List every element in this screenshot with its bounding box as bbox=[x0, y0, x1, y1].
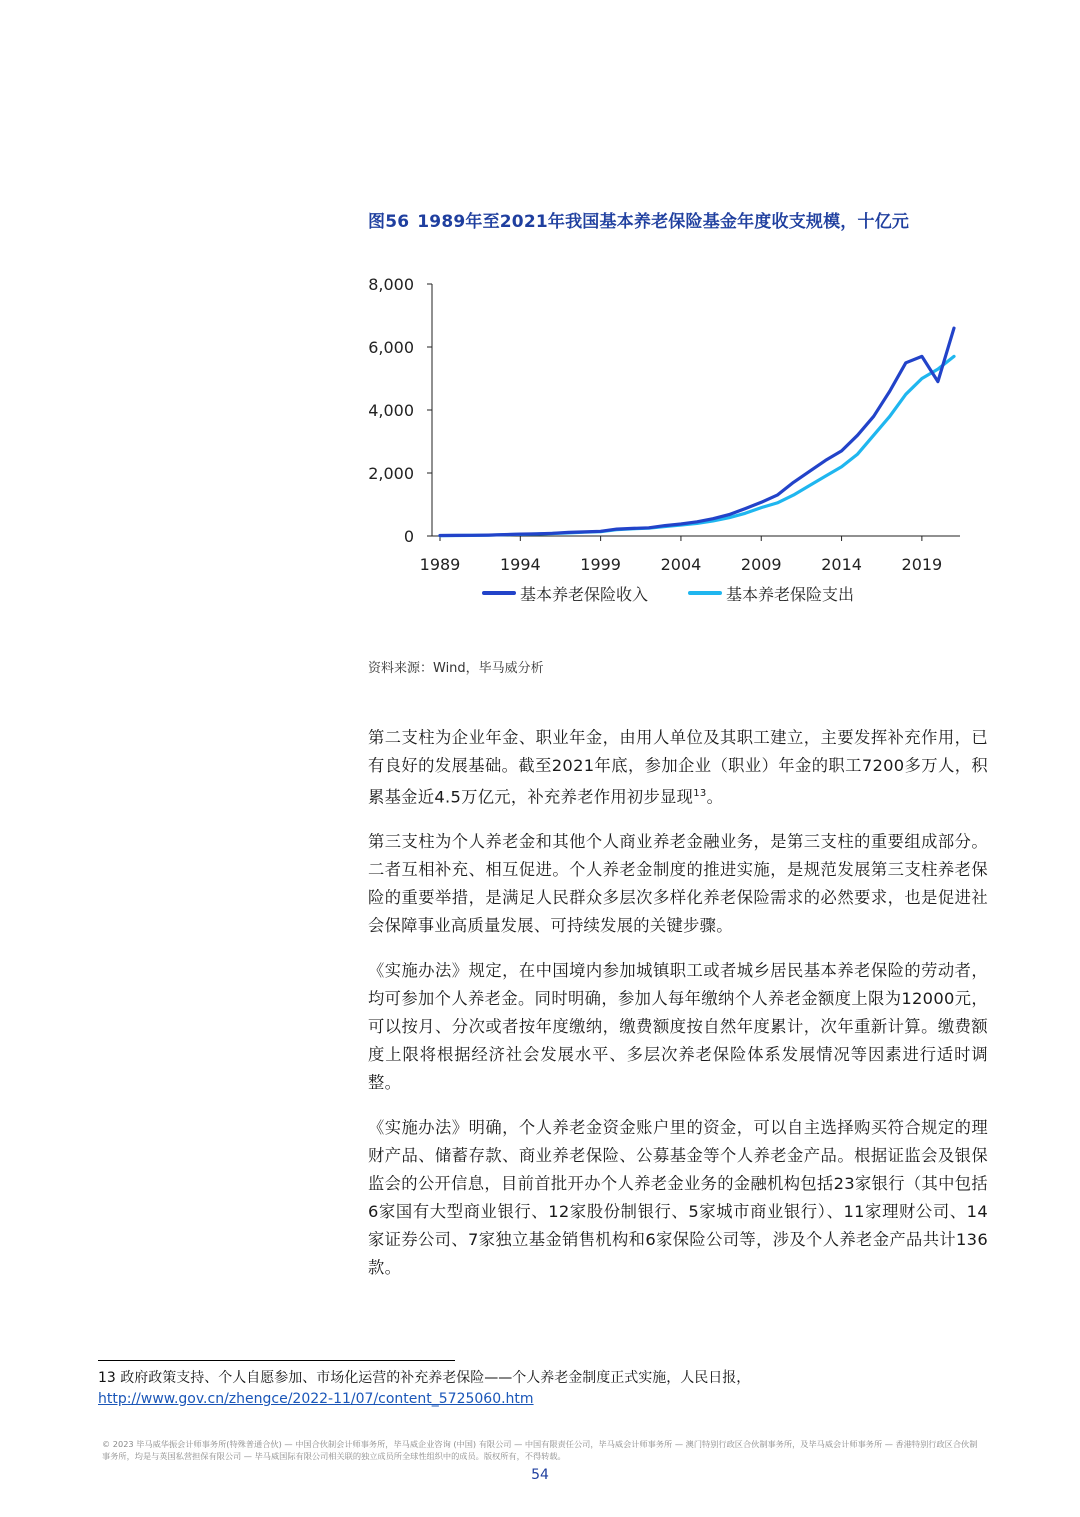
x-tick-label: 1989 bbox=[419, 555, 461, 574]
paragraph: 《实施办法》规定，在中国境内参加城镇职工或者城乡居民基本养老保险的劳动者，均可参加个人养老金。同时明确，参加人每年缴纳个人养老金额度上限为12000元，可以按月、分次或者按年度缴纳，缴费额度按自然年度累计，次年重新计算。缴费额度上限将根据经济社会发展水平、多层次养老保险体系发展情况等因素进行适时调整。 bbox=[368, 961, 988, 1093]
body-text bbox=[368, 724, 988, 1299]
footnote-link[interactable]: http://www.gov.cn/zhengce/2022-11/07/content_5725060.htm bbox=[98, 1391, 534, 1407]
chart-source: 资料来源：Wind，毕马威分析 bbox=[368, 661, 544, 676]
footnote-text: 政府政策支持、个人自愿参加、市场化运营的补充养老保险——个人养老金制度正式实施，人民日报， bbox=[120, 1370, 751, 1386]
legend-label-income: 基本养老保险收入 bbox=[520, 584, 649, 604]
copyright-notice: © 2023 毕马威华振会计师事务所(特殊普通合伙) — 中国合伙制会计师事务所，毕马威企业咨询 (中国) 有限公司 — 中国有限责任公司，毕马威会计师事务所 — 澳门特别行政区合伙制事务所，及毕马威会计师事务所 — 香港特别行政区合伙制事务所，均是与英国私营担保有限公司 — 毕马威国际有限公司相关联的独立成员所全球性组织中的成员。版权所有，不得转载。 bbox=[102, 1439, 978, 1461]
paragraph: 第三支柱为个人养老金和其他个人商业养老金融业务，是第三支柱的重要组成部分。二者互相补充、相互促进。个人养老金制度的推进实施，是规范发展第三支柱养老保险的重要举措，是满足人民群众多层次多样化养老保险需求的必然要求，也是促进社会保障事业高质量发展、可持续发展的关键步骤。 bbox=[368, 832, 988, 936]
page-number: 54 bbox=[531, 1467, 549, 1483]
legend-swatch-income bbox=[482, 591, 516, 595]
legend-label-expense: 基本养老保险支出 bbox=[726, 584, 855, 604]
series-line-expense bbox=[440, 356, 954, 535]
legend-item-income bbox=[482, 582, 648, 605]
figure-number: 图56 bbox=[368, 212, 410, 232]
x-tick-label: 2004 bbox=[660, 555, 702, 574]
footnote-ref[interactable]: 13 bbox=[693, 788, 707, 799]
footnote bbox=[98, 1368, 998, 1410]
y-tick-label: 4,000 bbox=[368, 401, 414, 420]
paragraph-text: 第二支柱为企业年金、职业年金，由用人单位及其职工建立，主要发挥补充作用，已有良好的发展基础。截至2021年底，参加企业（职业）年金的职工7200多万人，积累基金近4.5万亿元，补充养老作用初步显现 bbox=[368, 728, 988, 807]
footnote-divider bbox=[98, 1360, 455, 1361]
paragraph: 《实施办法》明确，个人养老金资金账户里的资金，可以自主选择购买符合规定的理财产品、储蓄存款、商业养老保险、公募基金等个人养老金产品。根据证监会及银保监会的公开信息，目前首批开办个人养老金业务的金融机构包括23家银行（其中包括6家国有大型商业银行、12家股份制银行、5家城市商业银行）、11家理财公司、14家证券公司、7家独立基金销售机构和6家保险公司等，涉及个人养老金产品共计136款。 bbox=[368, 1118, 988, 1278]
y-tick-label: 8,000 bbox=[368, 275, 414, 294]
y-tick-label: 0 bbox=[403, 527, 414, 546]
footnote-number: 13 bbox=[98, 1370, 116, 1386]
x-tick-label: 2009 bbox=[740, 555, 782, 574]
line-chart bbox=[0, 0, 1080, 620]
y-tick-label: 2,000 bbox=[368, 464, 414, 483]
legend-swatch-expense bbox=[688, 591, 722, 595]
legend-item-expense bbox=[688, 582, 854, 605]
y-tick-label: 6,000 bbox=[368, 338, 414, 357]
x-tick-label: 2014 bbox=[821, 555, 862, 574]
x-tick-label: 1999 bbox=[580, 555, 621, 574]
chart-legend bbox=[482, 582, 894, 604]
paragraph: 第二支柱为企业年金、职业年金，由用人单位及其职工建立，主要发挥补充作用，已有良好的发展基础。截至2021年底，参加企业（职业）年金的职工7200多万人，积累基金近4.5万亿元，补充养老作用初步显现$^{13}$。 bbox=[368, 728, 988, 807]
x-tick-label: 1994 bbox=[499, 555, 541, 574]
x-tick-label: 2019 bbox=[901, 555, 943, 574]
figure-title-text: 1989年至2021年我国基本养老保险基金年度收支规模，十亿元 bbox=[417, 212, 910, 232]
